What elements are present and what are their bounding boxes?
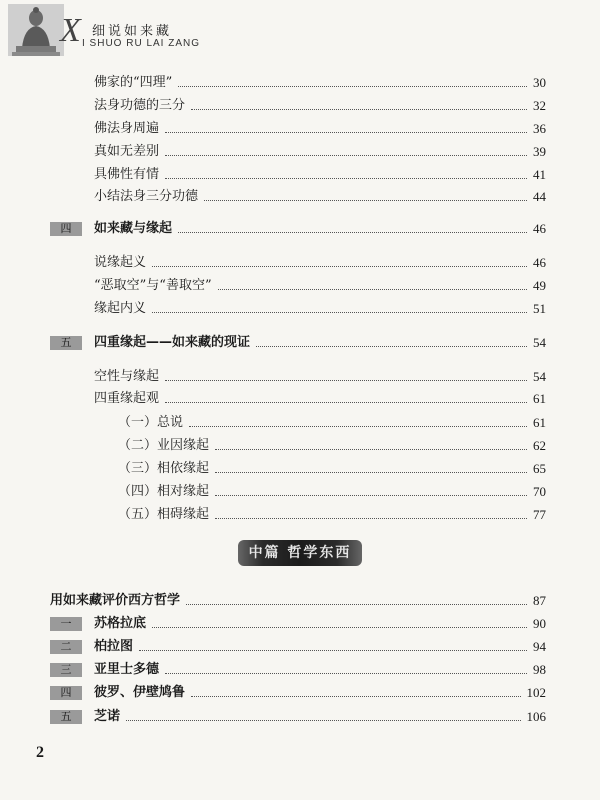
toc-entry-label: 空性与缘起 bbox=[94, 369, 160, 384]
toc-leader-dots bbox=[215, 449, 527, 450]
toc-leader-dots bbox=[152, 266, 527, 267]
toc-entry[interactable] bbox=[94, 141, 546, 161]
toc-chapter-entry[interactable] bbox=[94, 332, 546, 352]
toc-entry-page: 36 bbox=[533, 121, 546, 136]
toc-entry-page: 70 bbox=[533, 484, 546, 499]
chapter-badge: 三 bbox=[50, 663, 82, 677]
toc-chapter-label: 如来藏与缘起 bbox=[94, 221, 173, 236]
toc-leader-dots bbox=[152, 312, 527, 313]
chapter-badge: 二 bbox=[50, 640, 82, 654]
toc-leader-dots bbox=[178, 86, 527, 87]
toc-leader-dots bbox=[191, 109, 527, 110]
toc-entry-page: 94 bbox=[533, 639, 546, 654]
toc-chapter-label: 四重缘起——如来藏的现证 bbox=[94, 335, 251, 350]
section-banner: 中篇 哲学东西 bbox=[238, 540, 362, 566]
toc-leader-dots bbox=[152, 627, 527, 628]
toc-entry-label: 佛法身周遍 bbox=[94, 121, 160, 136]
toc-entry-page: 49 bbox=[533, 278, 546, 293]
toc-entry-page: 46 bbox=[533, 255, 546, 270]
toc-entry-page: 41 bbox=[533, 167, 546, 182]
brand-letter: X bbox=[60, 12, 81, 49]
toc-leader-dots bbox=[215, 518, 527, 519]
toc-leader-dots bbox=[215, 495, 527, 496]
toc-sub-entry[interactable] bbox=[118, 458, 546, 478]
chapter-badge: 五 bbox=[50, 710, 82, 724]
toc-chapter-entry[interactable] bbox=[94, 218, 546, 238]
toc-leader-dots bbox=[215, 472, 527, 473]
toc-leader-dots bbox=[126, 720, 520, 721]
toc-chapter-label: 亚里士多德 bbox=[94, 662, 160, 677]
toc-leader-dots bbox=[218, 289, 527, 290]
toc-entry-label: 法身功德的三分 bbox=[94, 98, 186, 113]
toc-leader-dots bbox=[165, 402, 527, 403]
book-title: 细说如来藏 bbox=[92, 24, 173, 39]
toc-chapter-label: 芝诺 bbox=[94, 709, 121, 724]
toc-leader-dots bbox=[165, 380, 527, 381]
toc-entry-page: 87 bbox=[533, 593, 546, 608]
toc-entry[interactable] bbox=[94, 164, 546, 184]
toc-entry-label: 具佛性有情 bbox=[94, 167, 160, 182]
book-title-pinyin: I SHUO RU LAI ZANG bbox=[82, 38, 201, 49]
buddha-statue-icon bbox=[8, 4, 64, 56]
toc-entry[interactable] bbox=[94, 186, 546, 206]
toc-leader-dots bbox=[139, 650, 527, 651]
toc-entry-label: 四重缘起观 bbox=[94, 391, 160, 406]
toc-entry-label: （一）总说 bbox=[118, 415, 184, 430]
toc-leader-dots bbox=[165, 155, 527, 156]
toc-chapter-entry[interactable] bbox=[94, 682, 546, 702]
toc-leader-dots bbox=[178, 232, 527, 233]
toc-entry-label: 缘起内义 bbox=[94, 301, 147, 316]
toc-entry-page: 106 bbox=[526, 709, 546, 724]
toc-entry-label: 说缘起义 bbox=[94, 255, 147, 270]
toc-leader-dots bbox=[189, 426, 527, 427]
toc-chapter-label: 柏拉图 bbox=[94, 639, 134, 654]
toc-entry[interactable] bbox=[94, 275, 546, 295]
toc-entry-label: （三）相依缘起 bbox=[118, 461, 210, 476]
toc-entry[interactable] bbox=[94, 95, 546, 115]
toc-chapter-entry[interactable] bbox=[94, 613, 546, 633]
toc-chapter-entry[interactable] bbox=[94, 636, 546, 656]
toc-entry-page: 30 bbox=[533, 75, 546, 90]
toc-entry-label: （二）业因缘起 bbox=[118, 438, 210, 453]
toc-leader-dots bbox=[204, 200, 527, 201]
toc-entry[interactable] bbox=[94, 298, 546, 318]
toc-entry-page: 32 bbox=[533, 98, 546, 113]
toc-entry-page: 77 bbox=[533, 507, 546, 522]
toc-leader-dots bbox=[256, 346, 527, 347]
toc-part-heading[interactable] bbox=[50, 590, 546, 610]
toc-leader-dots bbox=[165, 178, 527, 179]
toc-entry-label: 小结法身三分功德 bbox=[94, 189, 199, 204]
toc-entry-page: 61 bbox=[533, 391, 546, 406]
toc-chapter-label: 彼罗、伊壁鸠鲁 bbox=[94, 685, 186, 700]
toc-part-label: 用如来藏评价西方哲学 bbox=[50, 593, 181, 608]
toc-entry-page: 65 bbox=[533, 461, 546, 476]
chapter-badge: 四 bbox=[50, 222, 82, 236]
toc-entry-page: 90 bbox=[533, 616, 546, 631]
toc-leader-dots bbox=[165, 673, 527, 674]
toc-entry[interactable] bbox=[94, 72, 546, 92]
toc-chapter-entry[interactable] bbox=[94, 659, 546, 679]
toc-entry[interactable] bbox=[94, 388, 546, 408]
toc-entry-page: 98 bbox=[533, 662, 546, 677]
toc-entry-page: 51 bbox=[533, 301, 546, 316]
toc-entry-label: （五）相碍缘起 bbox=[118, 507, 210, 522]
toc-leader-dots bbox=[191, 696, 520, 697]
toc-sub-entry[interactable] bbox=[118, 504, 546, 524]
toc-entry[interactable] bbox=[94, 252, 546, 272]
chapter-badge: 五 bbox=[50, 336, 82, 350]
toc-entry[interactable] bbox=[94, 366, 546, 386]
toc-entry-label: “恶取空”与“善取空” bbox=[94, 278, 212, 293]
toc-entry-label: 佛家的“四理” bbox=[94, 75, 173, 90]
toc-chapter-entry[interactable] bbox=[94, 706, 546, 726]
toc-entry[interactable] bbox=[94, 118, 546, 138]
toc-leader-dots bbox=[165, 132, 527, 133]
toc-entry-label: 真如无差别 bbox=[94, 144, 160, 159]
toc-entry-label: （四）相对缘起 bbox=[118, 484, 210, 499]
toc-sub-entry[interactable] bbox=[118, 481, 546, 501]
toc-entry-page: 39 bbox=[533, 144, 546, 159]
toc-entry-page: 46 bbox=[533, 221, 546, 236]
toc-entry-page: 62 bbox=[533, 438, 546, 453]
toc-entry-page: 44 bbox=[533, 189, 546, 204]
page-number: 2 bbox=[36, 744, 44, 761]
toc-entry-page: 54 bbox=[533, 335, 546, 350]
toc-chapter-label: 苏格拉底 bbox=[94, 616, 147, 631]
chapter-badge: 一 bbox=[50, 617, 82, 631]
toc-sub-entry[interactable] bbox=[118, 435, 546, 455]
toc-sub-entry[interactable] bbox=[118, 412, 546, 432]
page-header bbox=[0, 0, 600, 60]
toc-leader-dots bbox=[186, 604, 527, 605]
toc-entry-page: 54 bbox=[533, 369, 546, 384]
toc-entry-page: 102 bbox=[526, 685, 546, 700]
toc-entry-page: 61 bbox=[533, 415, 546, 430]
chapter-badge: 四 bbox=[50, 686, 82, 700]
